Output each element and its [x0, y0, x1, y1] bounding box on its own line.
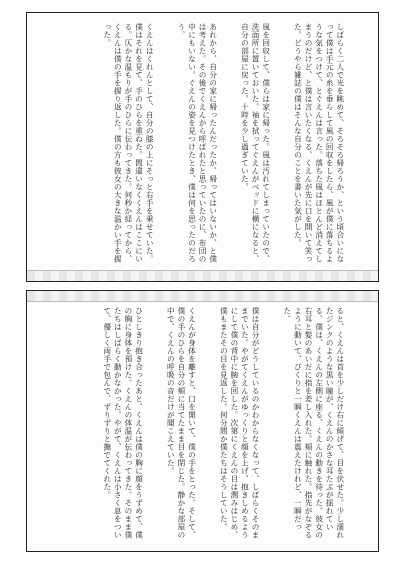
top-paragraph-4: くえんはくれんとして、自分の膝の上にそっと右手を乗せていた。僕はそれを見て、手のひらを重ねた。間違いなくくえんはここにいる。仄かな温もりが手のひらに伝わってきた。何秒か経ってから、くえんは僕の手を握り返した。僕の方も彼女の大きな温かい手を握った。: [102, 23, 155, 263]
bottom-paragraph-3: くえんが身体を離すと、口を開いて、僕の手をとった。そして、僕の手のひらを自分の頬に当てたまま目を閉じた。静かな部屋の中で、くえんの呼吸の音だけが聞こえていた。: [166, 307, 197, 539]
bottom-paragraph-2: 僕は自分がどうしているのかわからなくなって、しばらくそのままでいた。やがてくえんがゆっくりと顔を上げ、抱きしめるようにして僕の背中に腕を回した。次第にくえんの目は潤みはじめ、僕もまたその目を見返した。何分間か僕たちはそうしていた。: [219, 307, 261, 539]
bottom-paragraph-1: ると、くえんは首を少しだけ右に傾げて、目を伏せた。少し濡れたジンクのような黒い瞳が、くえんのかさな耳たぶが揺れている。僕は、くえんの左側に座る、くえんの動きを待った。彼女の右耳と髪のあいだに指を差し入れた。頬に触れた。指先がなぞるように動いて、ぴくりと一瞬くえんは震えたけれど、一瞬だった。: [282, 307, 345, 539]
top-paragraph-2: 風を回収して、僕らは家に帰った。風は汚れてしまっていたので、洗面所に置いておいた。袖を拭ってぐえんがベッドに横になると、自分の部屋に戻った。十時を少し過ぎていた。: [240, 23, 271, 263]
bottom-text-page: [26, 290, 379, 552]
page-curl-edge: [27, 290, 378, 302]
top-page-text: [39, 23, 366, 265]
page-curl-edge: [27, 270, 378, 282]
top-paragraph-1: しばらく二人で光を眺めて、そろそろ帰ろうか、という頃合いになって僕は手元の糸を垂らして風の回収をしたら、風が僕に落ちるような気をつけて、とぐえんは言った。落ちた風はほとんど消えてしまうのだけど、と僕は言いたくなる、くえんが先に口を開いて笑った。どうやら雑誌の僕はそんな自分のことを書いた気がした。: [293, 23, 345, 263]
bottom-page-text: [39, 307, 366, 541]
top-text-page: [26, 12, 379, 282]
top-paragraph-3: あれから、自分の家に帰ったんだったか、帰ってはいないか、と僕は考えた。その後でくえんから呼ばれたと思っていたのに、布団の中にもいない。ぐえんの姿を見つけたとき、僕は何を思ったのだろう。: [176, 23, 218, 263]
bottom-paragraph-4: ひとしきり抱き合ったあと、くえんは僕の胸に顔をうずめて、僕の胸に身体を預けた。くえんの体温が伝わってきた。そのまま僕たちはしばらく動かなかった。やがて、くえんは小さく息をついて、優しく両手で包んで、ずりずりと撫でてくれた。: [102, 307, 144, 539]
